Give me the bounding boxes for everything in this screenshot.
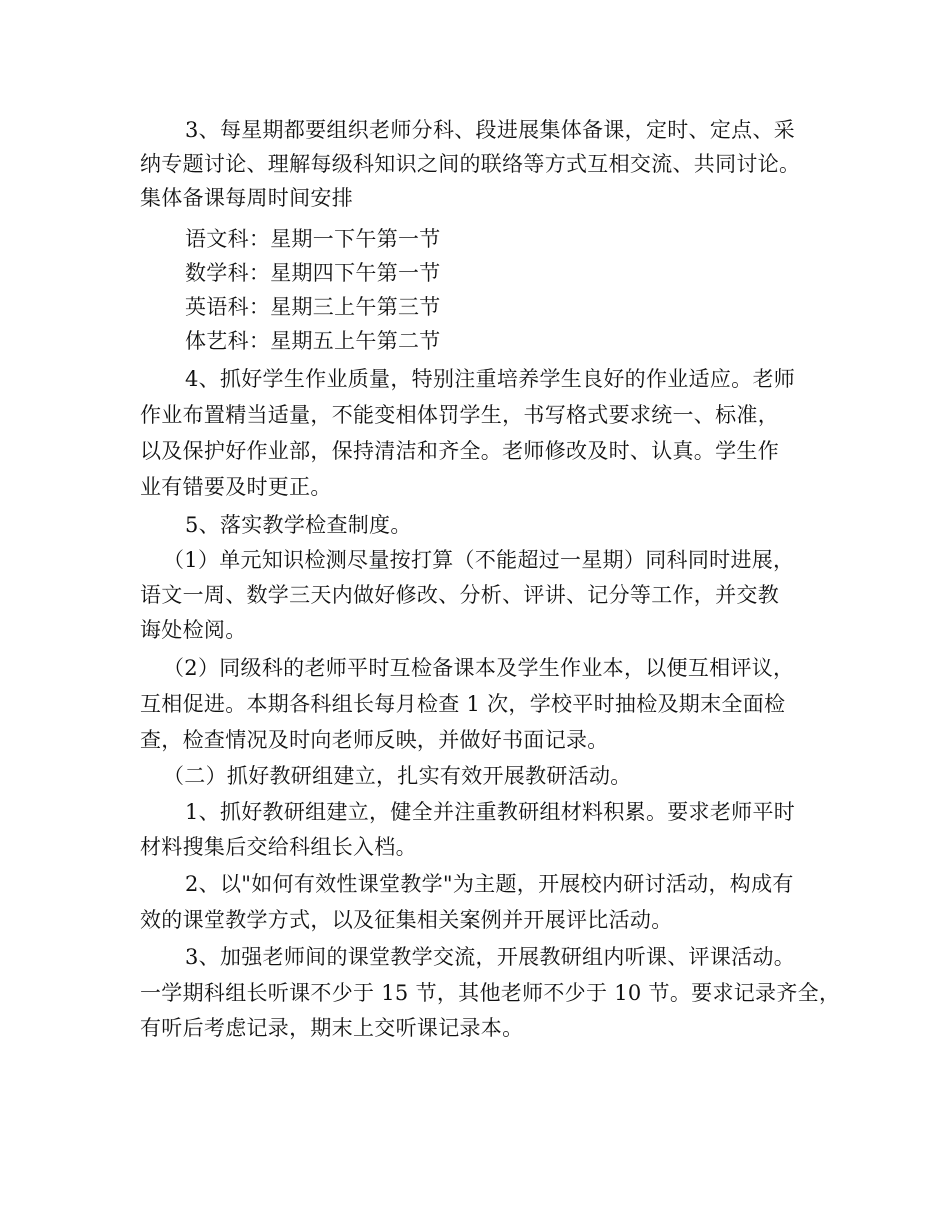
schedule-line: 数学科：星期四下午第一节: [185, 261, 441, 285]
schedule-line: 语文科：星期一下午第一节: [185, 227, 441, 251]
paragraph-line: 作业布置精当适量，不能变相体罚学生，书写格式要求统一、标准，: [140, 403, 779, 427]
section-heading: （二）抓好教研组建立，扎实有效开展教研活动。: [163, 764, 632, 788]
paragraph-line: 诲处检阅。: [140, 618, 247, 642]
paragraph-line: 3、每星期都要组织老师分科、段进展集体备课，定时、定点、采: [185, 118, 796, 142]
paragraph-line: 5、落实教学检查制度。: [185, 513, 412, 537]
paragraph-line: 有听后考虑记录，期末上交听课记录本。: [140, 1016, 524, 1040]
schedule-line: 英语科：星期三上午第三节: [185, 295, 441, 319]
paragraph-line: 材料搜集后交给科组长入档。: [140, 835, 417, 859]
paragraph-line: 效的课堂教学方式，以及征集相关案例并开展评比活动。: [140, 908, 673, 932]
paragraph-line: （1）单元知识检测尽量按打算（不能超过一星期）同科同时进展，: [163, 548, 795, 572]
paragraph-line: 互相促进。本期各科组长每月检查 1 次，学校平时抽检及期末全面检: [140, 692, 786, 716]
paragraph-line: 集体备课每周时间安排: [140, 186, 353, 210]
paragraph-line: 以及保护好作业部，保持清洁和齐全。老师修改及时、认真。学生作: [140, 439, 779, 463]
paragraph-line: 一学期科组长听课不少于 15 节，其他老师不少于 10 节。要求记录齐全，: [140, 981, 841, 1005]
paragraph-line: 业有错要及时更正。: [140, 475, 332, 499]
paragraph-line: 4、抓好学生作业质量，特别注重培养学生良好的作业适应。老师: [185, 367, 796, 391]
paragraph-line: 3、加强老师间的课堂教学交流，开展教研组内听课、评课活动。: [185, 945, 796, 969]
paragraph-line: 纳专题讨论、理解每级科知识之间的联络等方式互相交流、共同讨论。: [140, 152, 801, 176]
paragraph-line: 1、抓好教研组建立，健全并注重教研组材料积累。要求老师平时: [185, 800, 796, 824]
paragraph-line: 语文一周、数学三天内做好修改、分析、评讲、记分等工作，并交教: [140, 583, 779, 607]
schedule-line: 体艺科：星期五上午第二节: [185, 329, 441, 353]
paragraph-line: （2）同级科的老师平时互检备课本及学生作业本，以便互相评议，: [163, 656, 795, 680]
paragraph-line: 查，检查情况及时向老师反映，并做好书面记录。: [140, 728, 609, 752]
paragraph-line: 2、以"如何有效性课堂教学"为主题，开展校内研讨活动，构成有: [185, 872, 794, 896]
